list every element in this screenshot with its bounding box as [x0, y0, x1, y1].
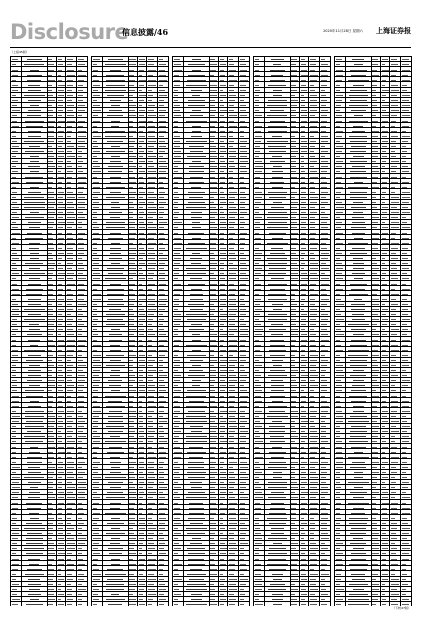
page-number: /46	[154, 27, 169, 37]
table-cell	[290, 602, 299, 606]
disclosure-content	[10, 50, 411, 606]
table-column	[91, 56, 169, 606]
table-cell	[183, 602, 209, 606]
table-cell	[345, 602, 371, 606]
disclosure-table	[172, 56, 250, 606]
disclosure-table	[253, 56, 331, 606]
table-cell	[381, 602, 390, 606]
table-cell	[102, 602, 128, 606]
table-cell	[371, 602, 380, 606]
table-row	[11, 602, 88, 606]
disclosure-table	[91, 56, 169, 606]
table-column	[334, 56, 412, 606]
table-cell	[264, 602, 290, 606]
masthead	[10, 20, 411, 44]
table-cell	[239, 602, 250, 606]
disclosure-table	[10, 56, 88, 606]
table-cell	[335, 602, 346, 606]
date-line: 2020年11月28日 星期六	[323, 29, 363, 33]
table-cell	[300, 602, 309, 606]
table-cell	[147, 602, 158, 606]
table-cell	[320, 602, 331, 606]
table-cell	[309, 602, 320, 606]
table-cell	[228, 602, 239, 606]
table-cell	[158, 602, 169, 606]
table-cell	[138, 602, 147, 606]
table-column	[10, 56, 88, 606]
brand-wordmark: Disclosure	[10, 20, 129, 44]
table-cell	[57, 602, 66, 606]
continued-from-label: （上接45版）	[10, 50, 29, 54]
disclosure-table	[334, 56, 412, 606]
table-cell	[92, 602, 103, 606]
table-row	[254, 602, 331, 606]
table-cell	[219, 602, 228, 606]
section-name: 信息披露	[122, 27, 154, 37]
newspaper-logo: 上海证券报	[376, 26, 411, 35]
table-cell	[47, 602, 56, 606]
table-cell	[254, 602, 265, 606]
table-cell	[66, 602, 77, 606]
table-column	[253, 56, 331, 606]
masthead-rule	[10, 47, 411, 48]
continued-to-label: （下转47版）	[392, 606, 411, 610]
table-cell	[21, 602, 47, 606]
table-cell	[128, 602, 137, 606]
table-column	[172, 56, 250, 606]
table-cell	[11, 602, 22, 606]
section-title	[122, 26, 168, 38]
table-cell	[173, 602, 184, 606]
table-cell	[77, 602, 88, 606]
table-row	[92, 602, 169, 606]
table-cell	[209, 602, 218, 606]
table-row	[173, 602, 250, 606]
